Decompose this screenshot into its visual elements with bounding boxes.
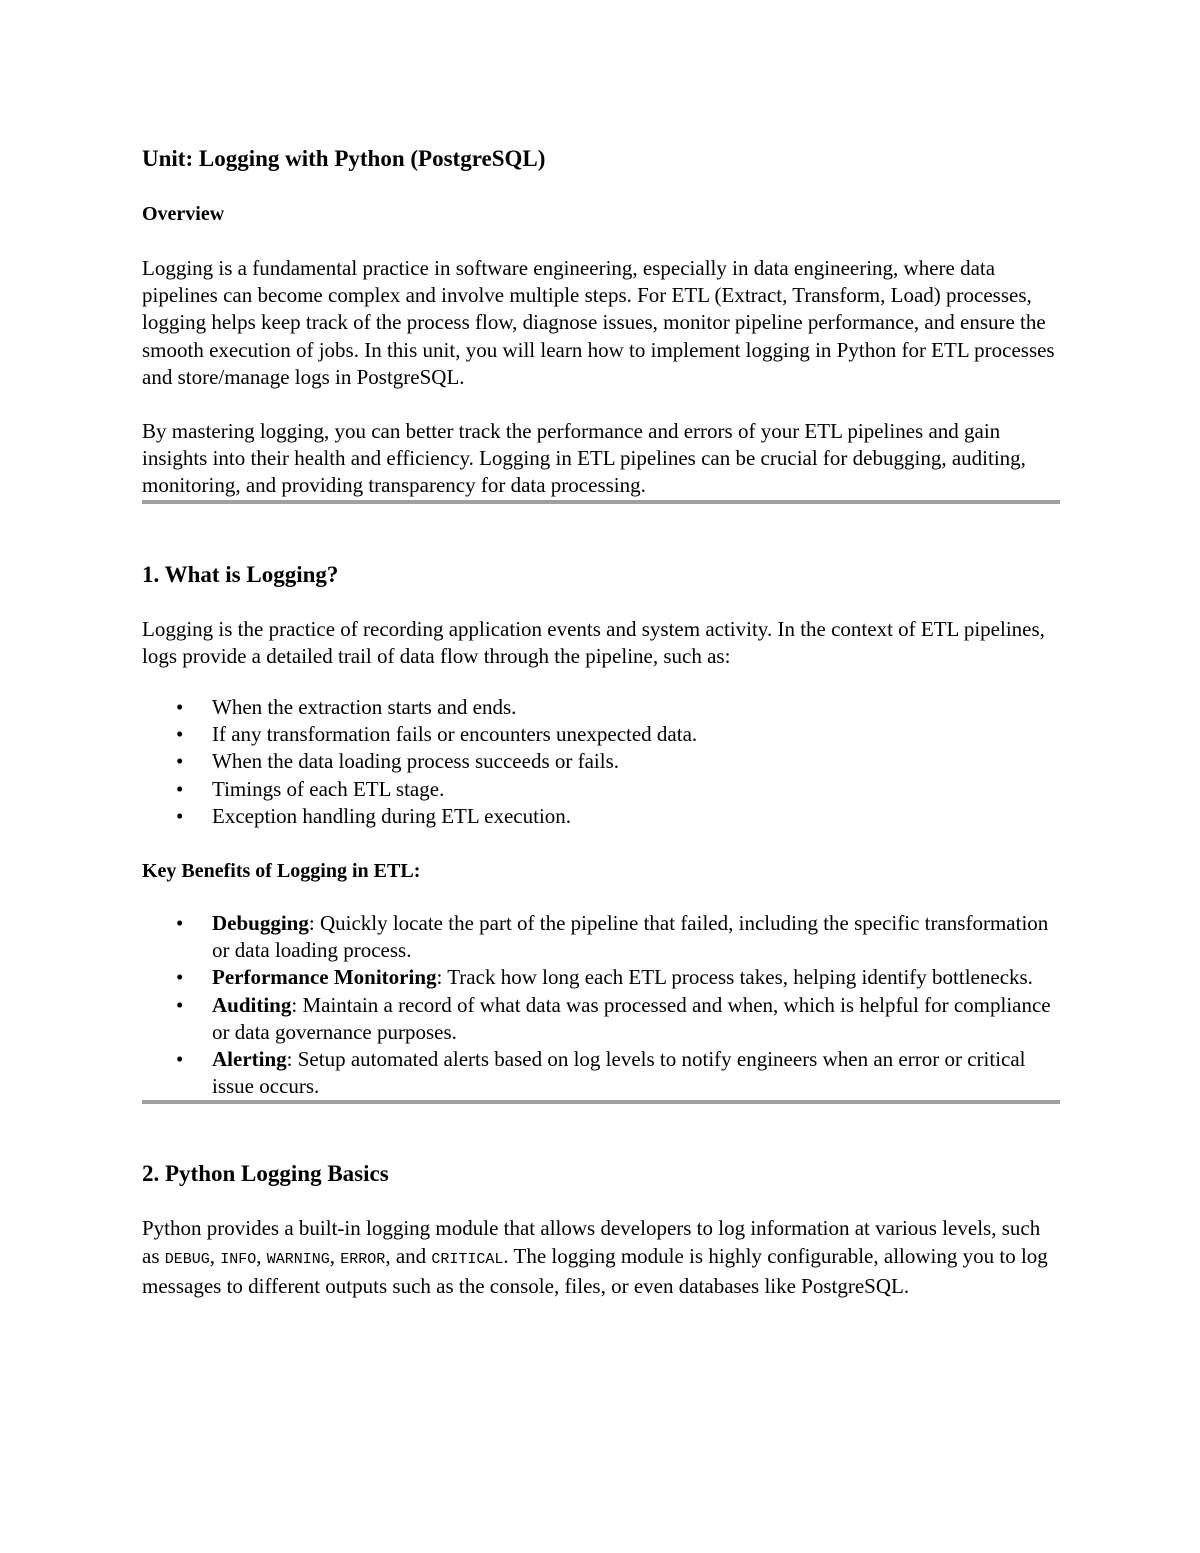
list-item-text: When the extraction starts and ends. [212, 695, 517, 720]
log-level-code: ERROR [340, 1250, 386, 1268]
list-item [142, 694, 1060, 721]
list-item [142, 748, 1060, 775]
list-item-text: Exception handling during ETL execution. [212, 803, 572, 828]
section-heading-what-is-logging: 1. What is Logging? [142, 561, 339, 587]
bullet-icon: • [176, 992, 184, 1017]
section-paragraph: Logging is the practice of recording application events and system activity. In the context of ETL pipelines, logs provide a detailed trail of data flow through the pipeline, such as: [142, 616, 1045, 668]
overview-heading: Overview [142, 203, 225, 225]
overview-paragraph: Logging is a fundamental practice in software engineering, especially in data engineering, where data pipelines can become complex and involve multiple steps. For ETL (Extract, Transform, Load) processes, logging helps keep track of the process flow, diagnose issues, monitor pipeline performance, and ensure the smooth execution of jobs. In this unit, you will learn how to implement logging in Python for ETL processes and store/manage logs in PostgreSQL. [142, 256, 1055, 389]
section-divider [142, 500, 1060, 504]
bullet-icon: • [176, 1047, 184, 1072]
section-divider [142, 1100, 1060, 1104]
logging-events-list [142, 694, 1060, 830]
paragraph-text: . The logging module is highly configurable, allowing you to log messages to different outputs such as the console, files, or even databases like PostgreSQL. [142, 1243, 1048, 1298]
bullet-icon: • [176, 695, 184, 720]
bullet-icon: • [176, 722, 184, 747]
list-item [142, 803, 1060, 830]
bullet-icon: • [176, 803, 184, 828]
separator: , and [385, 1243, 432, 1268]
log-level-code: DEBUG [164, 1250, 210, 1268]
list-item [142, 721, 1060, 748]
section-paragraph [142, 1215, 1060, 1300]
list-item-text: When the data loading process succeeds or fails. [212, 749, 620, 774]
paragraph-text: Python provides a built-in logging module that allows developers to log information at various levels, such as [142, 1216, 1041, 1268]
list-item [142, 910, 1060, 964]
list-item-text: If any transformation fails or encounters unexpected data. [212, 722, 698, 747]
separator: , [209, 1243, 221, 1268]
list-item [142, 1046, 1060, 1100]
benefit-term: Auditing [212, 992, 292, 1017]
bullet-icon: • [176, 911, 184, 936]
benefit-term: Performance Monitoring [212, 965, 437, 990]
benefit-term: Debugging [212, 911, 309, 936]
list-item [142, 992, 1060, 1046]
key-benefits-heading: Key Benefits of Logging in ETL: [142, 860, 421, 883]
log-level-code: WARNING [266, 1250, 330, 1268]
key-benefits-list [142, 910, 1060, 1100]
benefit-term: Alerting [212, 1047, 287, 1072]
list-item [142, 964, 1060, 991]
benefit-text: : Quickly locate the part of the pipeline that failed, including the specific transformation or data loading process. [212, 911, 1049, 963]
bullet-icon: • [176, 749, 184, 774]
overview-paragraph: By mastering logging, you can better track the performance and errors of your ETL pipelines and gain insights into their health and efficiency. Logging in ETL pipelines can be crucial for debugging, auditing, monitoring, and providing transparency for data processing. [142, 419, 1026, 498]
benefit-text: : Maintain a record of what data was processed and when, which is helpful for compliance or data governance purposes. [212, 992, 1051, 1044]
list-item-text: Timings of each ETL stage. [212, 776, 445, 801]
unit-title: Unit: Logging with Python (PostgreSQL) [142, 146, 546, 171]
separator: , [329, 1243, 341, 1268]
section-heading-python-logging-basics: 2. Python Logging Basics [142, 1161, 389, 1187]
log-level-code: CRITICAL [431, 1250, 504, 1268]
benefit-text: : Track how long each ETL process takes, helping identify bottlenecks. [436, 965, 1033, 990]
benefit-text: : Setup automated alerts based on log levels to notify engineers when an error or critical issue occurs. [212, 1047, 1026, 1099]
separator: , [256, 1243, 267, 1268]
list-item [142, 776, 1060, 803]
bullet-icon: • [176, 776, 184, 801]
bullet-icon: • [176, 965, 184, 990]
document-page [142, 144, 1060, 1300]
log-level-code: INFO [220, 1250, 257, 1268]
